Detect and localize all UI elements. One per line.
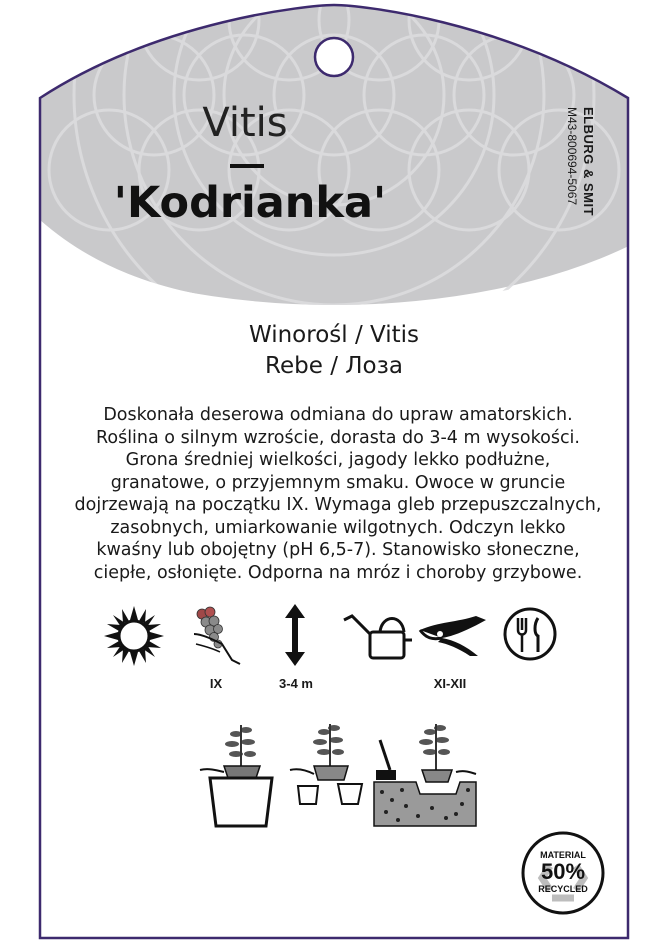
common-name-line1: Winorośl / Vitis — [248, 322, 420, 348]
brand-block — [565, 107, 596, 247]
plant-genus: Vitis — [202, 100, 288, 146]
pot-removal-icon — [196, 720, 284, 830]
description-line: dojrzewają na początku IX. Wymaga gleb przepuszczalnych, — [74, 495, 602, 515]
brand-name: ELBURG & SMIT — [581, 107, 596, 217]
pruning-month-label: XI-XII — [433, 676, 467, 691]
description-line: granatowe, o przyjemnym smaku. Owoce w gruncie — [110, 472, 566, 493]
planting-in-ground-icon — [372, 720, 478, 828]
description-line: ciepłe, osłonięte. Odporna na mróz i choroby grzybowe. — [93, 562, 583, 583]
description — [70, 404, 606, 584]
plant-cultivar: 'Kodrianka' — [113, 178, 387, 228]
watering-can-icon — [342, 610, 414, 660]
edible-cutlery-icon — [502, 606, 558, 662]
height-label: 3-4 m — [279, 676, 313, 691]
fruit-harvest-icon — [188, 604, 244, 668]
product-code: M43-800694-5067 — [565, 107, 579, 206]
pruning-shears-icon — [418, 612, 488, 658]
description-line: zasobnych, umiarkowanie wilgotnych. Odczyn lekko — [110, 517, 566, 538]
hang-hole — [315, 38, 353, 76]
title-dash — [230, 164, 264, 168]
fruit-month-label: IX — [209, 676, 223, 691]
description-line: kwaśny lub obojętny (pH 6,5-7). Stanowisko słoneczne, — [96, 540, 580, 560]
recycled-material-badge — [520, 830, 606, 916]
recycled-percent: 50% — [540, 859, 586, 884]
sun-icon — [104, 606, 164, 666]
common-name-line2: Rebe / Лоза — [265, 353, 403, 379]
height-arrow-icon — [283, 604, 307, 666]
recycled-word-recycled: RECYCLED — [538, 884, 588, 894]
root-soaking-icon — [288, 720, 368, 824]
description-line: Doskonała deserowa odmiana do upraw amatorskich. — [103, 405, 573, 425]
description-line: Roślina o silnym wzroście, dorasta do 3-4 m wysokości. — [96, 427, 580, 448]
description-line: Grona średniej wielkości, jagody lekko podłużne, — [125, 450, 551, 470]
recycled-word-material: MATERIAL — [540, 850, 586, 860]
